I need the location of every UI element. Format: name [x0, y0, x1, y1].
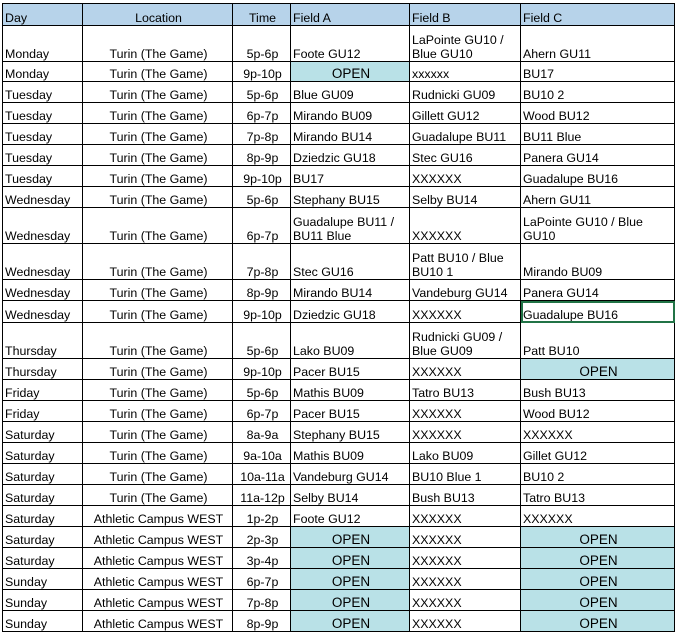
cell-time[interactable]: 7p-8p: [233, 244, 291, 280]
cell-field-c[interactable]: XXXXXX: [521, 506, 675, 527]
table-row: [3, 506, 675, 527]
cell-field-a[interactable]: Mirando BU09: [291, 103, 410, 124]
header-time[interactable]: Time: [233, 4, 291, 26]
cell-day[interactable]: Sunday: [3, 590, 83, 611]
cell-day[interactable]: Saturday: [3, 548, 83, 569]
cell-day[interactable]: Saturday: [3, 443, 83, 464]
cell-field-a[interactable]: OPEN: [291, 590, 410, 611]
cell-field-c[interactable]: OPEN: [521, 527, 675, 548]
cell-time[interactable]: 5p-6p: [233, 82, 291, 103]
cell-day[interactable]: Wednesday: [3, 208, 83, 244]
cell-location[interactable]: Turin (The Game): [83, 464, 233, 485]
cell-day[interactable]: Wednesday: [3, 301, 83, 323]
header-day[interactable]: Day: [3, 4, 83, 26]
cell-day[interactable]: Saturday: [3, 485, 83, 506]
cell-field-a[interactable]: Stephany BU15: [291, 187, 410, 208]
cell-time[interactable]: 5p-6p: [233, 187, 291, 208]
table-row: [3, 380, 675, 401]
cell-location[interactable]: Athletic Campus WEST: [83, 590, 233, 611]
cell-day[interactable]: Friday: [3, 401, 83, 422]
cell-location[interactable]: Turin (The Game): [83, 422, 233, 443]
cell-time[interactable]: 6p-7p: [233, 569, 291, 590]
cell-location[interactable]: Turin (The Game): [83, 485, 233, 506]
cell-location[interactable]: Turin (The Game): [83, 323, 233, 359]
cell-time[interactable]: 8p-9p: [233, 280, 291, 301]
cell-field-b[interactable]: XXXXXX: [410, 359, 521, 380]
cell-field-c[interactable]: Guadalupe BU16: [521, 166, 675, 187]
cell-location[interactable]: Turin (The Game): [83, 380, 233, 401]
cell-time[interactable]: 3p-4p: [233, 548, 291, 569]
cell-field-a[interactable]: Foote GU12: [291, 506, 410, 527]
cell-field-c[interactable]: LaPointe GU10 / Blue GU10: [521, 208, 675, 244]
cell-field-a[interactable]: OPEN: [291, 527, 410, 548]
cell-day[interactable]: Tuesday: [3, 103, 83, 124]
cell-field-c[interactable]: Gillet GU12: [521, 443, 675, 464]
cell-time[interactable]: 2p-3p: [233, 527, 291, 548]
cell-time[interactable]: 6p-7p: [233, 208, 291, 244]
cell-day[interactable]: Tuesday: [3, 166, 83, 187]
cell-location[interactable]: Turin (The Game): [83, 401, 233, 422]
table-row: [3, 166, 675, 187]
cell-day[interactable]: Thursday: [3, 323, 83, 359]
cell-location[interactable]: Turin (The Game): [83, 82, 233, 103]
table-row: [3, 208, 675, 244]
table-row: [3, 26, 675, 62]
cell-time[interactable]: 9p-10p: [233, 166, 291, 187]
cell-field-c[interactable]: Bush BU13: [521, 380, 675, 401]
cell-field-a[interactable]: BU17: [291, 166, 410, 187]
cell-field-a[interactable]: Pacer BU15: [291, 359, 410, 380]
cell-time[interactable]: 7p-8p: [233, 124, 291, 145]
cell-field-a[interactable]: Mirando BU14: [291, 124, 410, 145]
cell-field-b[interactable]: xxxxxx: [410, 62, 521, 82]
table-row: [3, 527, 675, 548]
cell-field-c[interactable]: Guadalupe BU16: [521, 301, 675, 323]
cell-field-b[interactable]: Vandeburg GU14: [410, 280, 521, 301]
cell-location[interactable]: Turin (The Game): [83, 187, 233, 208]
cell-day[interactable]: Saturday: [3, 422, 83, 443]
cell-field-b[interactable]: Guadalupe BU11: [410, 124, 521, 145]
table-row: [3, 301, 675, 323]
cell-field-a[interactable]: OPEN: [291, 611, 410, 632]
table-row: [3, 485, 675, 506]
table-row: [3, 145, 675, 166]
cell-day[interactable]: Wednesday: [3, 280, 83, 301]
cell-field-c[interactable]: XXXXXX: [521, 422, 675, 443]
cell-day[interactable]: Saturday: [3, 464, 83, 485]
cell-field-b[interactable]: XXXXXX: [410, 166, 521, 187]
cell-field-b[interactable]: XXXXXX: [410, 301, 521, 323]
schedule-table: [2, 3, 675, 632]
header-field-b[interactable]: Field B: [410, 4, 521, 26]
cell-field-b[interactable]: Patt BU10 / Blue BU10 1: [410, 244, 521, 280]
cell-field-b[interactable]: Selby BU14: [410, 187, 521, 208]
header-row: [3, 4, 675, 26]
cell-location[interactable]: Turin (The Game): [83, 103, 233, 124]
cell-day[interactable]: Sunday: [3, 569, 83, 590]
cell-time[interactable]: 10a-11a: [233, 464, 291, 485]
cell-day[interactable]: Wednesday: [3, 187, 83, 208]
cell-day[interactable]: Monday: [3, 26, 83, 62]
cell-field-b[interactable]: Stec GU16: [410, 145, 521, 166]
cell-day[interactable]: Tuesday: [3, 82, 83, 103]
cell-field-b[interactable]: Rudnicki GU09 / Blue GU09: [410, 323, 521, 359]
table-row: [3, 443, 675, 464]
cell-field-b[interactable]: XXXXXX: [410, 208, 521, 244]
cell-field-a[interactable]: Dziedzic GU18: [291, 301, 410, 323]
cell-field-a[interactable]: Foote GU12: [291, 26, 410, 62]
cell-field-c[interactable]: Ahern GU11: [521, 187, 675, 208]
cell-day[interactable]: Saturday: [3, 527, 83, 548]
cell-field-a[interactable]: Blue GU09: [291, 82, 410, 103]
cell-location[interactable]: Turin (The Game): [83, 443, 233, 464]
schedule-body: [3, 26, 675, 632]
cell-field-b[interactable]: Tatro BU13: [410, 380, 521, 401]
cell-field-a[interactable]: Dziedzic GU18: [291, 145, 410, 166]
cell-field-a[interactable]: Pacer BU15: [291, 401, 410, 422]
cell-field-b[interactable]: XXXXXX: [410, 527, 521, 548]
cell-location[interactable]: Athletic Campus WEST: [83, 569, 233, 590]
cell-field-b[interactable]: XXXXXX: [410, 422, 521, 443]
table-row: [3, 422, 675, 443]
cell-field-c[interactable]: Panera GU14: [521, 280, 675, 301]
cell-time[interactable]: 5p-6p: [233, 380, 291, 401]
cell-field-b[interactable]: Bush BU13: [410, 485, 521, 506]
cell-field-b[interactable]: XXXXXX: [410, 590, 521, 611]
cell-field-b[interactable]: Rudnicki GU09: [410, 82, 521, 103]
cell-day[interactable]: Wednesday: [3, 244, 83, 280]
cell-field-b[interactable]: Gillett GU12: [410, 103, 521, 124]
table-row: [3, 82, 675, 103]
cell-field-c[interactable]: OPEN: [521, 569, 675, 590]
cell-location[interactable]: Turin (The Game): [83, 62, 233, 82]
header-location[interactable]: Location: [83, 4, 233, 26]
table-row: [3, 323, 675, 359]
cell-field-c[interactable]: Tatro BU13: [521, 485, 675, 506]
cell-field-c[interactable]: Ahern GU11: [521, 26, 675, 62]
cell-field-a[interactable]: Mathis BU09: [291, 443, 410, 464]
cell-field-c[interactable]: BU17: [521, 62, 675, 82]
cell-field-c[interactable]: Patt BU10: [521, 323, 675, 359]
cell-field-a[interactable]: OPEN: [291, 569, 410, 590]
cell-field-c[interactable]: BU10 2: [521, 464, 675, 485]
cell-time[interactable]: 8p-9p: [233, 611, 291, 632]
table-row: [3, 103, 675, 124]
cell-location[interactable]: Athletic Campus WEST: [83, 548, 233, 569]
cell-field-c[interactable]: OPEN: [521, 548, 675, 569]
cell-field-b[interactable]: LaPointe GU10 / Blue GU10: [410, 26, 521, 62]
cell-field-c[interactable]: BU10 2: [521, 82, 675, 103]
cell-field-c[interactable]: Wood BU12: [521, 103, 675, 124]
cell-time[interactable]: 7p-8p: [233, 590, 291, 611]
cell-location[interactable]: Turin (The Game): [83, 301, 233, 323]
header-field-a[interactable]: Field A: [291, 4, 410, 26]
cell-time[interactable]: 9p-10p: [233, 301, 291, 323]
cell-location[interactable]: Turin (The Game): [83, 244, 233, 280]
cell-time[interactable]: 9p-10p: [233, 359, 291, 380]
cell-field-c[interactable]: OPEN: [521, 359, 675, 380]
cell-day[interactable]: Saturday: [3, 506, 83, 527]
cell-field-a[interactable]: Lako BU09: [291, 323, 410, 359]
cell-time[interactable]: 5p-6p: [233, 26, 291, 62]
cell-location[interactable]: Turin (The Game): [83, 359, 233, 380]
cell-time[interactable]: 6p-7p: [233, 103, 291, 124]
cell-time[interactable]: 9a-10a: [233, 443, 291, 464]
cell-location[interactable]: Turin (The Game): [83, 208, 233, 244]
cell-field-a[interactable]: OPEN: [291, 548, 410, 569]
cell-time[interactable]: 1p-2p: [233, 506, 291, 527]
table-row: [3, 401, 675, 422]
table-row: [3, 62, 675, 82]
table-row: [3, 244, 675, 280]
table-row: [3, 124, 675, 145]
cell-time[interactable]: 11a-12p: [233, 485, 291, 506]
cell-field-c[interactable]: OPEN: [521, 590, 675, 611]
cell-time[interactable]: 8p-9p: [233, 145, 291, 166]
cell-field-c[interactable]: BU11 Blue: [521, 124, 675, 145]
table-row: [3, 611, 675, 632]
cell-location[interactable]: Turin (The Game): [83, 124, 233, 145]
cell-field-b[interactable]: Lako BU09: [410, 443, 521, 464]
cell-field-b[interactable]: XXXXXX: [410, 548, 521, 569]
cell-field-b[interactable]: XXXXXX: [410, 611, 521, 632]
cell-field-c[interactable]: Mirando BU09: [521, 244, 675, 280]
table-row: [3, 464, 675, 485]
cell-field-a[interactable]: Guadalupe BU11 / BU11 Blue: [291, 208, 410, 244]
table-row: [3, 359, 675, 380]
cell-field-c[interactable]: Panera GU14: [521, 145, 675, 166]
cell-field-a[interactable]: Stephany BU15: [291, 422, 410, 443]
cell-location[interactable]: Turin (The Game): [83, 280, 233, 301]
cell-time[interactable]: 8a-9a: [233, 422, 291, 443]
cell-location[interactable]: Athletic Campus WEST: [83, 506, 233, 527]
cell-day[interactable]: Monday: [3, 62, 83, 82]
cell-field-b[interactable]: XXXXXX: [410, 401, 521, 422]
cell-field-a[interactable]: Mathis BU09: [291, 380, 410, 401]
table-row: [3, 187, 675, 208]
cell-time[interactable]: 6p-7p: [233, 401, 291, 422]
cell-time[interactable]: 9p-10p: [233, 62, 291, 82]
cell-field-a[interactable]: Mirando BU14: [291, 280, 410, 301]
table-row: [3, 548, 675, 569]
cell-day[interactable]: Tuesday: [3, 124, 83, 145]
cell-field-a[interactable]: Selby BU14: [291, 485, 410, 506]
cell-field-a[interactable]: Stec GU16: [291, 244, 410, 280]
cell-location[interactable]: Turin (The Game): [83, 166, 233, 187]
cell-field-b[interactable]: XXXXXX: [410, 506, 521, 527]
cell-day[interactable]: Tuesday: [3, 145, 83, 166]
table-row: [3, 569, 675, 590]
cell-field-b[interactable]: BU10 Blue 1: [410, 464, 521, 485]
cell-time[interactable]: 5p-6p: [233, 323, 291, 359]
cell-field-c[interactable]: Wood BU12: [521, 401, 675, 422]
cell-field-b[interactable]: XXXXXX: [410, 569, 521, 590]
cell-day[interactable]: Thursday: [3, 359, 83, 380]
cell-field-c[interactable]: OPEN: [521, 611, 675, 632]
cell-field-a[interactable]: OPEN: [291, 62, 410, 82]
cell-field-a[interactable]: Vandeburg GU14: [291, 464, 410, 485]
cell-location[interactable]: Athletic Campus WEST: [83, 611, 233, 632]
cell-day[interactable]: Sunday: [3, 611, 83, 632]
table-row: [3, 280, 675, 301]
cell-location[interactable]: Turin (The Game): [83, 145, 233, 166]
cell-location[interactable]: Athletic Campus WEST: [83, 527, 233, 548]
header-field-c[interactable]: Field C: [521, 4, 675, 26]
cell-day[interactable]: Friday: [3, 380, 83, 401]
table-row: [3, 590, 675, 611]
cell-location[interactable]: Turin (The Game): [83, 26, 233, 62]
